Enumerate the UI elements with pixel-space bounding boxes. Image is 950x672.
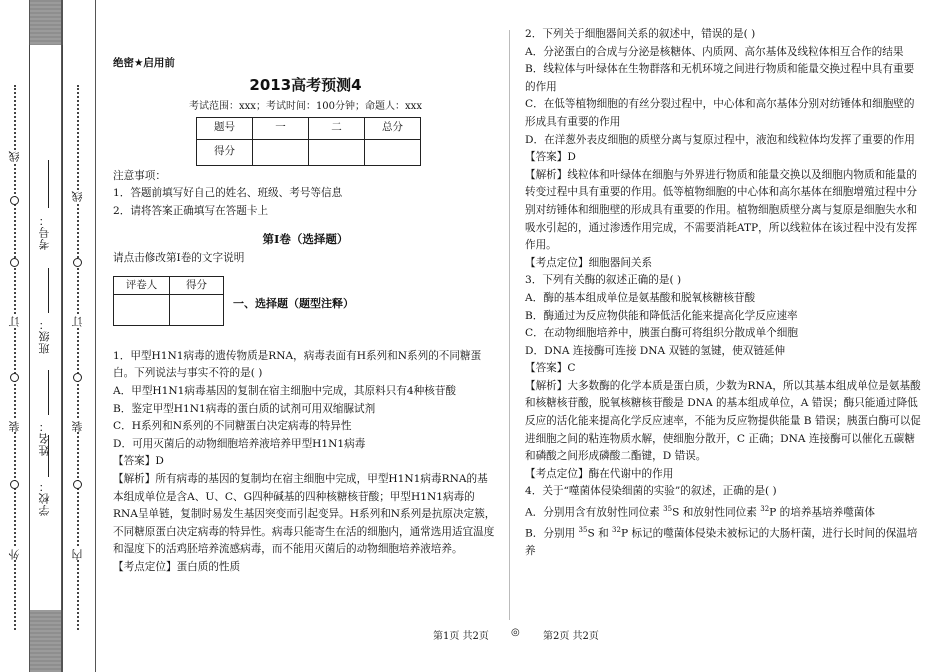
q2-option: C．在低等植物细胞的有丝分裂过程中，中心体和高尔基体分别对纺锤体和细胞壁的形成具有重要的作用 [525,98,915,128]
analysis-text: 所有病毒的基因的复制均在宿主细胞中完成，甲型H1N1病毒RNA的基本组成单位是含A、U、C、G四种碱基的四种核糖核苷酸；甲型H1N1病毒的RNA呈单链，复制时易发生基因突变而引起变异。H系列和N系列是抗原决定簇，不同糖原蛋白决定病毒的特异性。病毒只能寄生在活的细胞内，通常选用适宜温度和湿度下的活鸡胚培养流感病毒，而不能用灭菌后的动物细胞培养液培养。 [113,472,496,556]
q1-analysis [113,471,498,559]
q4-option-text: P 标记的噬菌体侵染未被标记的大肠杆菌，进行长时间的保温培养 [525,527,918,558]
secret-mark: 绝密★启用前 [113,57,175,69]
point-label: 【考点定位】 [525,467,589,480]
point-text: 细胞器间关系 [588,256,653,269]
q1-option: C．H系列和N系列的不同糖蛋白决定病毒的特异性 [113,420,352,433]
section-title: 一、选择题（题型注释） [233,296,354,310]
answer-value: D [567,151,576,164]
q2-option: B．线粒体与叶绿体在生物群落和无机环境之间进行物质和能量交换过程中具有重要的作用 [525,63,915,93]
point-label: 【考点定位】 [525,256,589,269]
seal-circle [73,258,82,267]
answer-value: D [155,455,164,468]
q4-option-text: A．分别用含有放射性同位素 [525,506,664,519]
q4-stem: 4．关于“噬菌体侵染细菌的实验”的叙述，正确的是( ) [525,485,777,498]
inner-seal-char-nei: 内 [71,548,84,560]
grader-header-cell: 得分 [170,276,224,295]
grader-table [113,276,224,327]
answer-label: 【答案】 [525,362,568,375]
isotope-superscript: 32 [760,505,770,514]
exam-title: 2013高考预测4 [249,75,362,94]
q3-option: A．酶的基本组成单位是氨基酸和脱氧核糖核苷酸 [525,291,756,304]
score-table [196,117,421,166]
q4-option-a [525,501,922,522]
isotope-superscript: 35 [663,505,673,514]
column-divider [509,30,510,620]
q3-option: C．在动物细胞培养中，胰蛋白酶可将组织分散成单个细胞 [525,327,798,340]
answer-label: 【答案】 [525,151,568,164]
q3-point [525,466,922,484]
exam-no-field-label: 考号： [38,214,51,250]
q1-point [113,559,498,577]
analysis-text: 线粒体和叶绿体在细胞与外界进行物质和能量交换以及细胞内物质和能量的转变过程中具有重要的作用。低等植物细胞的中心体和高尔基体在细胞增殖过程中分别对纺锤体和细胞壁的形成具有重要的作用。植物细胞质壁分离与复原是细胞失水和吸水引起的，通过渗透作用完成，不需要消耗ATP，所以线粒体在该过程中没有发挥作用。 [525,168,918,252]
q3-analysis [525,378,922,466]
q1-stem: 1．甲型H1N1病毒的遗传物质是RNA，病毒表面有H系列和N系列的不同糖蛋白。下列说法与事实不符的是( ) [113,349,482,380]
seal-char-ding: 订 [8,315,21,327]
inner-seal-char-ding: 订 [71,315,84,327]
isotope-superscript: 32 [612,526,621,535]
left-column [113,55,498,576]
q4-option-text: P 的培养基培养噬菌体 [769,506,875,519]
q2-option: A．分泌蛋白的合成与分泌是核糖体、内质网、高尔基体及线粒体相互合作的结果 [525,45,904,58]
q2-answer [525,149,922,167]
seal-circle [10,480,19,489]
analysis-label: 【解析】 [113,472,156,485]
q2-analysis [525,167,922,255]
q3-stem: 3．下列有关酶的叙述正确的是( ) [525,274,682,287]
seal-circle [10,258,19,267]
name-field-label: 姓名： [38,420,51,456]
q3-option: B．酶通过为反应物供能和降低活化能来提高化学反应速率 [525,309,798,322]
analysis-text: 大多数酶的化学本质是蛋白质，少数为RNA，所以其基本组成单位是氨基酸和核糖核苷酸，脱氧核糖核苷酸是 DNA 的基本组成单位，A 错误；酶只能通过降低反应的活化能来提高化学反应速率，不能为反应物提供能量 B 错误；胰蛋白酶可以促进细胞之间的粘连物质水解，使细胞分散开，C 正确；DNA 连接酶可以催化五碳糖和磷酸之间形成磷酸二酯键，D 错误。 [525,379,921,463]
q1-option: A．甲型H1N1病毒基因的复制在宿主细胞中完成，其原料只有4种核苷酸 [113,384,457,397]
grader-cell[interactable] [114,295,170,326]
score-cell[interactable] [253,139,309,165]
score-header-cell: 总分 [365,117,421,139]
inner-seal-char-zhuang: 装 [71,420,84,432]
analysis-label: 【解析】 [525,379,568,392]
grader-header-cell: 评卷人 [114,276,170,295]
point-text: 酶在代谢中的作用 [588,467,674,480]
name-field-line[interactable] [48,370,49,415]
class-field-line[interactable] [48,268,49,313]
point-text: 蛋白质的性质 [176,560,241,573]
seal-circle [10,373,19,382]
inner-seal-char-xian: 线 [71,190,84,202]
margin-rule-inner [95,0,96,672]
class-field-label: 班级： [38,318,51,354]
score-header-cell: 题号 [197,117,253,139]
note-item: 2．请将答案正确填写在答题卡上 [113,204,269,217]
score-header-cell: 一 [253,117,309,139]
seal-char-wai: 外 [8,548,21,560]
q3-option: D．DNA 连接酶可连接 DNA 双链的氢键，使双链延伸 [525,344,786,357]
q2-option: D．在洋葱外表皮细胞的质壁分离与复原过程中，液泡和线粒体均发挥了重要的作用 [525,133,915,146]
point-label: 【考点定位】 [113,560,177,573]
notes-title: 注意事项： [113,169,166,182]
seal-circle [73,480,82,489]
grader-cell[interactable] [170,295,224,326]
volume-hint: 请点击修改第I卷的文字说明 [113,252,245,265]
answer-value: C [567,362,576,375]
q4-option-text: B．分别用 [525,527,579,540]
seal-char-zhuang: 装 [8,420,21,432]
score-row-label: 得分 [197,139,253,165]
footer-separator: ◎ [511,627,520,638]
exam-info: 考试范围：xxx；考试时间：100分钟；命题人：xxx [189,101,422,113]
volume-title: 第I卷（选择题） [262,231,349,246]
q2-point [525,255,922,273]
q4-option-text: S 和 [587,527,613,540]
note-item: 1．答题前填写好自己的姓名、班级、考号等信息 [113,187,343,200]
q3-answer [525,360,922,378]
q4-option-b [525,522,922,561]
q1-answer [113,453,498,471]
score-cell[interactable] [365,139,421,165]
school-field-label: 学校： [38,480,51,516]
seal-circle [73,373,82,382]
footer-page-right: 第2页 共2页 [543,631,599,642]
isotope-superscript: 35 [578,526,588,535]
analysis-label: 【解析】 [525,168,568,181]
exam-no-field-line[interactable] [48,160,49,208]
footer-page-left: 第1页 共2页 [433,631,489,642]
score-cell[interactable] [309,139,365,165]
seal-char-xian: 线 [8,150,21,162]
margin-rule [61,0,62,672]
seal-circle [10,196,19,205]
q1-option: B．鉴定甲型H1N1病毒的蛋白质的试剂可用双缩脲试剂 [113,402,376,415]
answer-label: 【答案】 [113,455,156,468]
score-header-cell: 二 [309,117,365,139]
q1-option: D．可用灭菌后的动物细胞培养液培养甲型H1N1病毒 [113,437,366,450]
right-column [525,26,922,561]
q2-stem: 2．下列关于细胞器间关系的叙述中，错误的是( ) [525,28,756,40]
q4-option-text: S 和放射性同位素 [672,506,761,519]
